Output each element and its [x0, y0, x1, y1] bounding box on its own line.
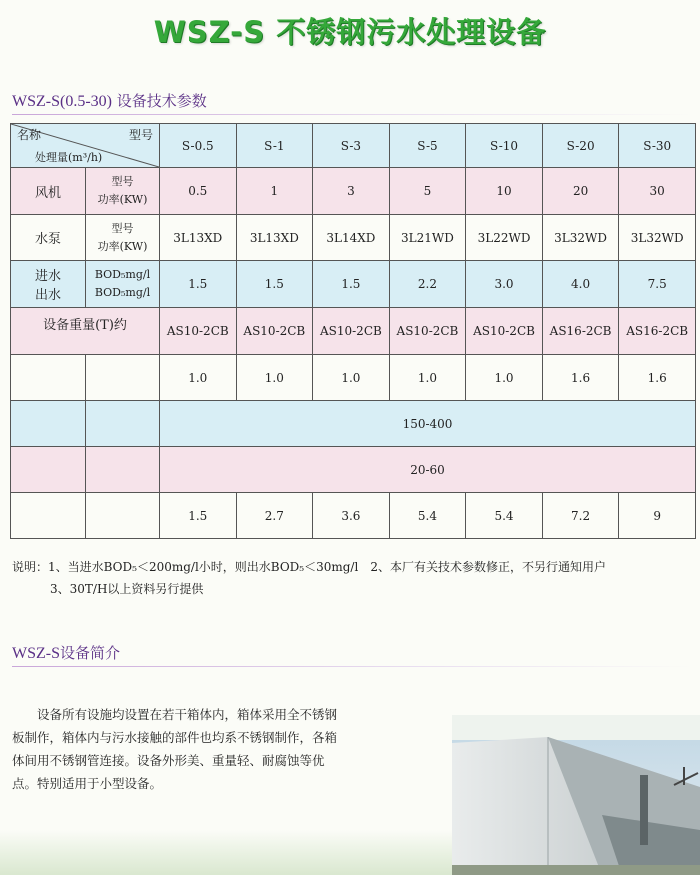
table-cell: 1.6 [619, 355, 696, 401]
intro-paragraph: 设备所有设施均设置在若干箱体内，箱体采用全不锈钢板制作，箱体内与污水接触的部件也均系不锈钢制作，各箱体间用不锈钢管连接。设备外形美、重量轻、耐腐蚀等优点。特别适用于小型设备。 [12, 707, 338, 791]
table-cell: 5.4 [466, 493, 543, 539]
table-cell: 2.7 [236, 493, 313, 539]
table-cell: AS10-2CB [466, 308, 543, 355]
table-cell: 3 [313, 168, 390, 215]
model-cell: S-20 [542, 124, 619, 168]
table-cell: 3L32WD [542, 215, 619, 261]
table-cell: AS16-2CB [619, 308, 696, 355]
spec-title-range: (0.5-30) [60, 93, 112, 110]
fan-label: 风机 [11, 168, 86, 215]
note-line-1: 说明：1、当进水BOD₅＜200mg/l小时，则出水BOD₅＜30mg/l 2、本厂有关技术参数修正，不另行通知用户 [12, 560, 606, 574]
table-row-bod [11, 261, 696, 308]
empty-cell [11, 447, 86, 493]
equipment-photo [452, 715, 700, 875]
table-row-pump [11, 215, 696, 261]
bod-sub-label: BOD₅mg/l BOD₅mg/l [86, 261, 160, 308]
table-cell: 20 [542, 168, 619, 215]
table-cell: 1.0 [389, 355, 466, 401]
note-line-2: 3、30T/H以上资料另行提供 [50, 582, 204, 596]
table-cell: 4.0 [542, 261, 619, 308]
table-row [11, 447, 696, 493]
model-cell: S-30 [619, 124, 696, 168]
intro-section-title [12, 642, 120, 663]
span-cell: 150-400 [160, 401, 696, 447]
model-cell: S-3 [313, 124, 390, 168]
table-cell: 2.2 [389, 261, 466, 308]
model-cell: S-0.5 [160, 124, 237, 168]
bod-label: 进水 出水 [11, 261, 86, 308]
table-cell: 3.0 [466, 261, 543, 308]
table-cell: 3L14XD [313, 215, 390, 261]
table-row [11, 493, 696, 539]
spec-title-text: 设备技术参数 [116, 92, 207, 110]
header-capacity-label: 处理量(m³/h) [35, 151, 103, 164]
table-cell: 3L22WD [466, 215, 543, 261]
table-cell: 7.2 [542, 493, 619, 539]
empty-cell [86, 447, 160, 493]
header-model-label: 型号 [128, 128, 153, 142]
notes [12, 556, 692, 600]
table-cell: 1.5 [313, 261, 390, 308]
grass-decoration [0, 830, 470, 875]
table-cell: AS10-2CB [236, 308, 313, 355]
empty-cell [11, 355, 86, 401]
spec-section-title [12, 90, 207, 111]
table-cell: AS16-2CB [542, 308, 619, 355]
empty-cell [86, 493, 160, 539]
header-corner [11, 124, 160, 168]
table-cell: AS10-2CB [313, 308, 390, 355]
table-cell: 1.5 [236, 261, 313, 308]
table-cell: 3.6 [313, 493, 390, 539]
table-cell: AS10-2CB [160, 308, 237, 355]
table-header-row [11, 124, 696, 168]
pump-label: 水泵 [11, 215, 86, 261]
spec-table [10, 123, 696, 539]
header-name-label: 名称 [17, 128, 42, 142]
page-title: WSZ-S 不锈钢污水处理设备 [153, 15, 547, 49]
pump-sub-label: 型号 功率(KW) [86, 215, 160, 261]
table-cell: 1 [236, 168, 313, 215]
table-cell: 1.5 [160, 493, 237, 539]
table-cell: 5 [389, 168, 466, 215]
section-divider [12, 666, 694, 667]
empty-cell [86, 355, 160, 401]
section-divider [12, 114, 694, 115]
table-cell: 1.0 [466, 355, 543, 401]
model-cell: S-1 [236, 124, 313, 168]
weight-label: 设备重量(T)约 [11, 308, 160, 355]
table-cell: 0.5 [160, 168, 237, 215]
table-row-fan [11, 168, 696, 215]
intro-title-prefix: WSZ-S [12, 645, 60, 662]
table-row [11, 401, 696, 447]
table-cell: 1.0 [313, 355, 390, 401]
table-cell: 30 [619, 168, 696, 215]
table-cell: 3L32WD [619, 215, 696, 261]
table-cell: 1.0 [236, 355, 313, 401]
span-cell: 20-60 [160, 447, 696, 493]
table-cell: 7.5 [619, 261, 696, 308]
model-cell: S-5 [389, 124, 466, 168]
table-row [11, 355, 696, 401]
empty-cell [86, 401, 160, 447]
empty-cell [11, 493, 86, 539]
table-cell: 5.4 [389, 493, 466, 539]
model-cell: S-10 [466, 124, 543, 168]
empty-cell [11, 401, 86, 447]
table-cell: AS10-2CB [389, 308, 466, 355]
table-cell: 3L13XD [160, 215, 237, 261]
table-cell: 3L13XD [236, 215, 313, 261]
table-cell: 1.0 [160, 355, 237, 401]
spec-title-prefix: WSZ-S [12, 93, 60, 110]
table-cell: 1.5 [160, 261, 237, 308]
table-row-weight [11, 308, 696, 355]
table-cell: 10 [466, 168, 543, 215]
equipment-photo-illustration [452, 715, 700, 875]
table-cell: 1.6 [542, 355, 619, 401]
table-cell: 3L21WD [389, 215, 466, 261]
intro-title-text: 设备简介 [60, 644, 121, 662]
table-cell: 9 [619, 493, 696, 539]
fan-sub-label: 型号 功率(KW) [86, 168, 160, 215]
